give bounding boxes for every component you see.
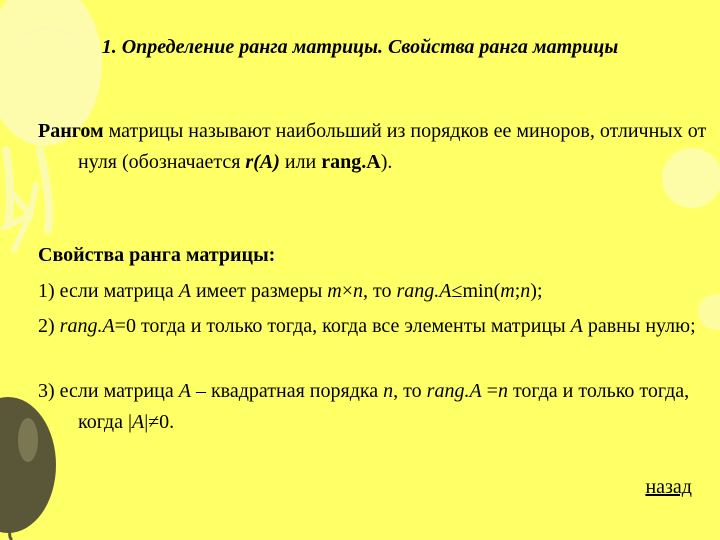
property-1-n: n	[353, 280, 364, 302]
definition-term: Рангом	[38, 120, 104, 142]
property-3-rang: rang.A	[426, 380, 482, 402]
definition-text-2: или	[279, 151, 322, 173]
back-link[interactable]: назад	[645, 476, 692, 498]
property-2-eq: =0 тогда и только тогда, когда все элементы матрицы	[114, 315, 571, 337]
property-3-end: |≠0.	[144, 411, 175, 433]
property-1-matrix: A	[178, 280, 191, 302]
property-1-prefix: 1) если матрица	[38, 280, 179, 302]
property-2	[38, 311, 720, 342]
property-3-det: A	[131, 411, 145, 433]
slide-title: 1. Определение ранга матрицы. Свойства ранга матрицы	[101, 36, 619, 58]
property-3-prefix: 3) если матрица	[38, 380, 179, 402]
property-1-then: , то	[363, 280, 397, 302]
property-1-times: ×	[341, 280, 354, 302]
rank-notation-r: r(A)	[245, 151, 280, 173]
property-1-sep: ;	[514, 280, 521, 302]
property-3	[38, 376, 720, 438]
property-1-m2: m	[500, 280, 515, 302]
property-1-rel: ≤min(	[451, 280, 501, 302]
property-3-eq: =	[481, 380, 498, 402]
property-1	[38, 276, 720, 307]
property-3-then: , то	[393, 380, 427, 402]
property-3-mid: – квадратная порядка	[190, 380, 384, 402]
property-2-matrix: A	[570, 315, 583, 337]
property-1-n2: n	[520, 280, 531, 302]
properties-heading: Свойства ранга матрицы:	[38, 244, 276, 266]
property-3-n: n	[383, 380, 394, 402]
rank-definition	[38, 116, 720, 178]
property-3-n2: n	[497, 380, 508, 402]
property-2-suffix: равны нулю;	[582, 315, 696, 337]
property-3-matrix: A	[178, 380, 191, 402]
rank-notation-rang: rang.A	[321, 151, 381, 173]
property-2-prefix: 2)	[38, 315, 60, 337]
property-3-suffix: тогда и только тогда, когда |	[78, 380, 690, 433]
property-2-rang: rang.A	[59, 315, 115, 337]
property-1-rang: rang.A	[396, 280, 452, 302]
property-1-mid: имеет размеры	[190, 280, 328, 302]
definition-text-3: ).	[380, 151, 393, 173]
property-1-close: );	[530, 280, 543, 302]
property-1-m: m	[327, 280, 342, 302]
definition-text-1: матрицы называют наибольший из порядков ее миноров, отличных от нуля (обозначается	[78, 120, 707, 173]
